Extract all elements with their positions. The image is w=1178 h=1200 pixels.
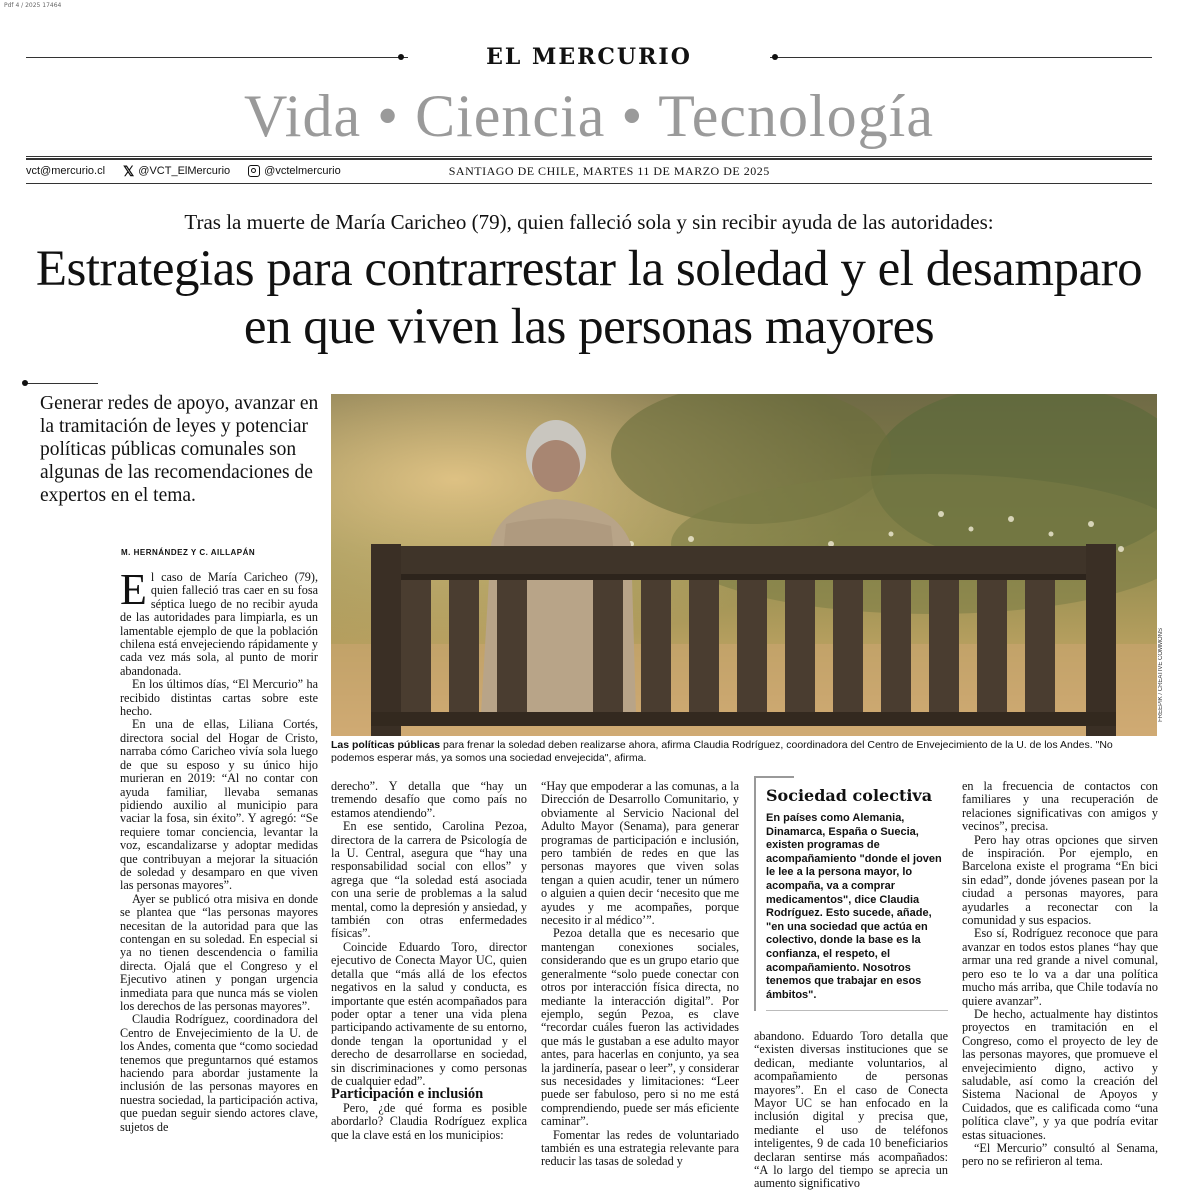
paragraph: De hecho, actualmente hay distintos proyectos en tramitación en el Congreso, como el proyecto de ley de las personas mayores, que promueve el envejecimiento digno, activo y saludable, así como la creación del Sistema Nacional de Apoyos y Cuidados, que es calificada como “una política clave”, y ya que podría evitar estas situaciones.: [962, 1006, 1158, 1142]
section-title: Vida • Ciencia • Tecnología: [244, 83, 934, 149]
paragraph: Coincide Eduardo Toro, director ejecutivo de Conecta Mayor UC, quien detalla que “más allá de los efectos negativos en la salud y conducta, es importante que estén acompañados para poder optar a tener una vida plena participando activamente de su entorno, donde tengan la oportunidad y el derecho de desarrollarse en sociedad, sin discriminaciones y como personas de cualquier edad”.: [331, 939, 527, 1088]
twitter-link[interactable]: [123, 163, 230, 180]
sidebar-box: [754, 776, 948, 1011]
twitter-handle: @VCT_ElMercurio: [138, 165, 231, 177]
paragraph: En una de ellas, Liliana Cortés, directora social del Hogar de Cristo, narraba cómo Caricheo vivía sola luego de que su esposo y su único hijo murieran en 2019: “Al no contar con ayuda familiar, llevaba semanas pidiendo auxilio al municipio para vaciar la fosa, sin éxito”. Y agregó: “Se requiere tomar conciencia, levantar la voz, escandalizarse y adoptar medidas que contribuyan a mejorar la situación de soledad y desamparo en que viven las personas mayores”.: [120, 717, 318, 893]
paragraph: abandono. Eduardo Toro detalla que “existen diversas instituciones que se dedican, mediante voluntarios, al acompañamiento de personas mayores”. En el caso de Conecta Mayor UC se han enfocado en la inclusión digital y precisa que, mediante el uso de teléfonos inteligentes, 9 de cada 10 beneficiarios declaran sentirse más acompañados: “A lo largo del tiempo se aprecia un aumento significativo: [754, 1029, 948, 1191]
article-column-5: [962, 780, 1158, 1169]
newspaper-name: EL MERCURIO: [486, 44, 692, 70]
paragraph: Pero, ¿de qué forma es posible abordarlo? Claudia Rodríguez explica que la clave está en los municipios:: [331, 1100, 527, 1142]
paragraph: “Hay que empoderar a las comunas, a la Dirección de Desarrollo Comunitario, y obviamente al Servicio Nacional del Adulto Mayor (Senama), para generar programas de participación e inclusión, pero también de redes en que las personas mayores que viven solas tengan a quien acudir, tener un número o alguien a quien decir ‘necesito que me ayudes y me acompañes, porque necesito ir al médico’”.: [541, 779, 739, 928]
photo-caption: [331, 739, 1157, 765]
article-photo: [331, 394, 1157, 736]
article-column-3: [541, 780, 739, 1169]
meta-rule-top: [26, 156, 1152, 157]
x-logo-icon: 𝕏: [123, 162, 135, 179]
sidebar-body: En países como Alemania, Dinamarca, España o Suecia, existen programas de acompañamiento "donde el joven le lee a la persona mayor, lo acompaña, va a comprar medicamentos", dice Claudia Rodríguez. Esto sucede, añade, "en una sociedad que actúa en colectivo, donde la base es la confianza, el respeto, el acompañamiento. Nosotros tenemos que trabajar en esos ámbitos".: [766, 812, 942, 1001]
article-kicker: Tras la muerte de María Caricheo (79), quien falleció sola y sin recibir ayuda de las autoridades:: [184, 210, 994, 234]
paragraph: Pezoa detalla que es necesario que mantengan conexiones sociales, considerando que es un grupo etario que generalmente “solo puede conectar con otros por interacción física directa, no mediante la interacción digital”. Por ejemplo, según Pezoa, es clave “recordar cuáles fueron las actividades que más le gustaban a ese adulto mayor antes, para hacerlas en conjunto, ya sea la jardinería, pasear o leer”, y considerar sus necesidades y limitaciones: “Leer puede ser fabuloso, pero si no me está comprendiendo, puede ser más eficiente caminar”.: [541, 926, 739, 1129]
lede-dot: [22, 380, 28, 386]
paragraph: Fomentar las redes de voluntariado también es una estrategia relevante para reducir las tasas de soledad y: [541, 1127, 739, 1169]
paragraph: Ayer se publicó otra misiva en donde se plantea que “las personas mayores necesitan de la autoridad para que las contengan en su soledad. En especial si ya no tienen descendencia o familia directa. Ojalá que el Congreso y el Ejecutivo atinen y pongan urgencia inmediata para que nunca más se violen los derechos de las personas mayores”.: [120, 891, 318, 1013]
paragraph: Pero hay otras opciones que sirven de inspiración. Por ejemplo, en Barcelona existe el programa “En bici sin edad”, donde jóvenes pasean por la ciudad a personas mayores, para ayudarles a reconectar con la comunidad y sus espacios.: [962, 832, 1158, 928]
email-link[interactable]: vct@mercurio.cl: [26, 165, 106, 177]
dateline: SANTIAGO DE CHILE, MARTES 11 DE MARZO DE 2025: [448, 163, 770, 178]
paragraph: Claudia Rodríguez, coordinadora del Centro de Envejecimiento de la U. de los Andes, comenta que “como sociedad tenemos que preguntarnos qué estamos haciendo para abordar justamente la inclusión de las personas mayores en nuestra sociedad, la participación activa, que puedan seguir siendo actores clave, sujetos de: [120, 1012, 318, 1134]
paragraph: En ese sentido, Carolina Pezoa, directora de la carrera de Psicología de la U. Central, asegura que “hay una responsabilidad social con ellos” y agrega que “la soledad está asociada con una serie de problemas a la salud mental, como la depresión y ansiedad, y también con otras enfermedades físicas”.: [331, 819, 527, 941]
caption-text: para frenar la soledad deben realizarse ahora, afirma Claudia Rodríguez, coordinadora del Centro de Envejecimiento de la U. de los Andes. "No podemos esperar más, ya somos una sociedad envejecida", afirma.: [331, 739, 1113, 764]
article-column-2: [331, 780, 527, 1142]
contact-row: [26, 161, 1152, 181]
meta-rule-bottom: [26, 183, 1152, 184]
article-column-4: [754, 1030, 948, 1191]
article-column-1: [120, 565, 318, 1134]
lede-rule: [26, 383, 98, 384]
sidebar-title: Sociedad colectiva: [766, 786, 933, 805]
drop-cap: E: [120, 565, 147, 614]
instagram-link[interactable]: [248, 165, 341, 177]
page-tag: Pdf 4 / 2025 17464: [4, 2, 62, 9]
paragraph: En los últimos días, “El Mercurio” ha recibido distintas cartas sobre este hecho.: [120, 677, 318, 719]
article-headline: Estrategias para contrarrestar la soledad y el desamparo en que viven las personas mayores: [35, 241, 1143, 355]
paragraph: l caso de María Caricheo (79), quien falleció tras caer en su fosa séptica luego de no recibir ayuda de las autoridades para limpiarla, es un lamentable ejemplo de que la población chilena está envejeciendo rápidamente y cada vez más sola, al punto de morir abandonada.: [120, 570, 318, 678]
instagram-icon: [248, 165, 260, 177]
article-lede: Generar redes de apoyo, avanzar en la tramitación de leyes y potenciar políticas públicas comunales son algunas de las recomendaciones de expertos en el tema.: [40, 393, 319, 506]
instagram-handle: @vctelmercurio: [264, 165, 341, 177]
paragraph: en la frecuencia de contactos con familiares y una recuperación de relaciones significativas con amigos y vecinos”, precisa.: [962, 779, 1158, 834]
caption-lead: Las políticas públicas: [331, 739, 441, 751]
byline: M. HERNÁNDEZ Y C. AILLAPÁN: [121, 548, 256, 557]
subhead-participacion: Participación e inclusión: [331, 1086, 484, 1103]
paragraph: Eso sí, Rodríguez reconoce que para avanzar en todos estos planes “hay que armar una red grande a nivel comunal, pero eso te lo va a dar una política mucho más arriba, que Chile todavía no quiere avanzar”.: [962, 926, 1158, 1008]
elderly-man-on-bench-image: [331, 394, 1157, 736]
paragraph: derecho”. Y detalla que “hay un tremendo desafío que como país no estamos atendiendo”.: [331, 779, 527, 820]
paragraph: “El Mercurio” consultó al Senama, pero no se refirieron al tema.: [962, 1140, 1158, 1169]
photo-credit: FREEPIK / CREATIVE COMMONS: [1158, 628, 1164, 722]
